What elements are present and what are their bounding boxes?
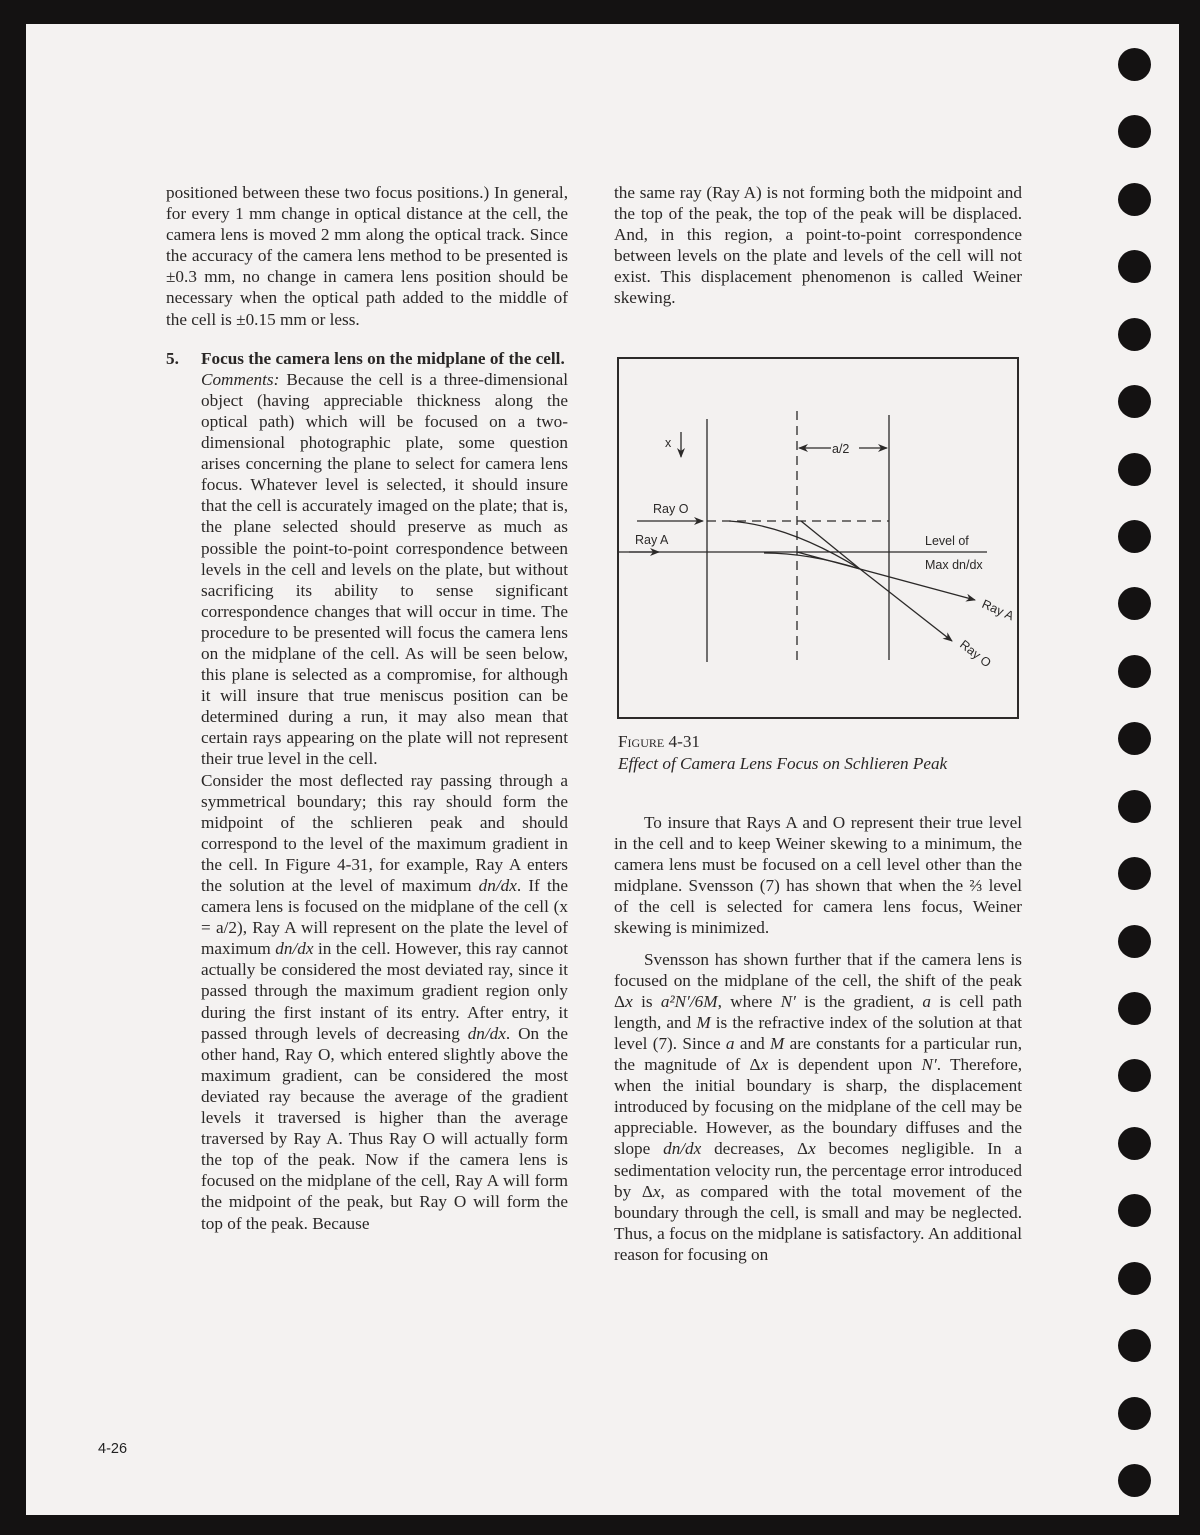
comments-label: Comments: [201,369,280,389]
x-axis-label: x [665,436,672,450]
punch-hole-icon [1118,115,1151,148]
page-number: 4-26 [98,1441,128,1457]
punch-hole-icon [1118,587,1151,620]
punch-hole-icon [1118,925,1151,958]
schlieren-ray-diagram [619,359,1021,721]
figure-label: Figure 4-31 [618,732,701,751]
punch-hole-icon [1118,1329,1151,1362]
figure-diagram [617,357,1019,719]
punch-hole-icon [1118,857,1151,890]
punch-hole-icon [1118,722,1151,755]
level-label-line1: Level of [925,534,969,548]
step-heading [166,348,568,369]
right-column-lower [614,812,1022,1265]
paragraph: positioned between these two focus positions.) In general, for every 1 mm change in optical distance at the cell, the camera lens is moved 2 mm along the optical track. Since the accuracy of the camera lens method to be presented is ±0.3 mm, no change in camera lens position should be necessary when the optical path added to the middle of the cell is ±0.15 mm or less. [166,183,568,329]
step-title: Focus the camera lens on the midplane of the cell. [201,348,565,368]
step-body [166,369,568,1234]
punch-hole-icon [1118,1059,1151,1092]
punch-hole-icon [1118,520,1151,553]
paragraph: the same ray (Ray A) is not forming both the midpoint and the top of the peak, the top of the peak will be displaced. And, in this region, a point-to-point correspondence between levels on the plate and levels of the cell will not exist. This displacement phenomenon is called Weiner skewing. [614,183,1022,308]
punch-hole-icon [1118,385,1151,418]
punch-hole-icon [1118,655,1151,688]
paragraph: Svensson has shown further that if the camera lens is focused on the midplane of the cell, the shift of the peak Δx is a²N′/6M, where N′ is the gradient, a is cell path length, and M is the refractive index of the solution at that level (7). Since a and M are constants for a particular run, the magnitude of Δx is dependent upon N′. Therefore, when the initial boundary is sharp, the displacement introduced by focusing on the midplane of the cell may be appreciable. However, as the boundary diffuses and the slope dn/dx decreases, Δx becomes negligible. In a sedimentation velocity run, the percentage error introduced by Δx, as compared with the total movement of the boundary through the cell, is small and may be neglected. Thus, a focus on the midplane is satisfactory. An additional reason for focusing on [614,949,1023,1264]
document-page [26,24,1179,1515]
paragraph: Consider the most deflected ray passing through a symmetrical boundary; this ray should form the midpoint of the schlieren peak and should correspond to the level of the maximum gradient in the cell. In Figure 4-31, for example, Ray A enters the solution at the level of maximum dn/dx. If the camera lens is focused on the midplane of the cell (x = a/2), Ray A will represent on the plate the level of maximum dn/dx in the cell. However, this ray cannot actually be considered the most deviated ray, since it passed through the maximum gradient region only during the first instant of its entry. After entry, it passed through levels of decreasing dn/dx. On the other hand, Ray O, which entered slightly above the maximum gradient, can be considered the most deviated ray because the average of the gradient levels it traversed is higher than the average traversed by Ray A. Thus Ray O will actually form the top of the peak. Now if the camera lens is focused on the midplane of the cell, Ray A will form the midpoint of the peak, but Ray O will form the top of the peak. Because [201,770,569,1233]
figure-title: Effect of Camera Lens Focus on Schlieren Peak [618,754,948,773]
right-column [614,182,1022,309]
ray-o-output-label: Ray O [957,637,994,671]
ray-a-input-label: Ray A [635,533,669,547]
level-label-line2: Max dn/dx [925,558,983,572]
punch-hole-icon [1118,318,1151,351]
left-column [166,182,568,1234]
punch-hole-icon [1118,1194,1151,1227]
punch-hole-icon [1118,250,1151,283]
punch-hole-icon [1118,1127,1151,1160]
step-number: 5. [166,348,179,368]
punch-hole-icon [1118,1262,1151,1295]
punch-hole-icon [1118,183,1151,216]
punch-hole-icon [1118,1397,1151,1430]
comments-paragraph: Comments: Because the cell is a three-dimensional object (having appreciable thickness along the optical path) which will be focused on a two-dimensional photographic plate, some question arises concerning the plane to select for camera lens focus. Whatever level is selected, it should insure that the cell is accurately imaged on the plate; that is, the plane selected should preserve as much as possible the point-to-point correspondence between levels in the cell and levels on the plate, but without sacrificing its ability to sense significant correspondence changes that will occur in time. The procedure to be presented will focus the camera lens on the midplane of the cell. As will be seen below, this plane is selected as a compromise, for although it will insure that true meniscus position can be determined during a run, it may also mean that certain rays appearing on the plate will not represent their true level in the cell. [201,369,568,769]
punch-hole-icon [1118,453,1151,486]
punch-hole-icon [1118,992,1151,1025]
punch-hole-icon [1118,790,1151,823]
punch-hole-icon [1118,1464,1151,1497]
punch-hole-icon [1118,48,1151,81]
paragraph: To insure that Rays A and O represent their true level in the cell and to keep Weiner skewing to a minimum, the camera lens must be focused on a cell level other than the midplane. Svensson (7) has shown that when the ⅔ level of the cell is selected for camera lens focus, Weiner skewing is minimized. [614,813,1022,938]
ray-o-input-label: Ray O [653,502,689,516]
a-half-label: a/2 [832,442,850,456]
figure-caption [618,731,1038,775]
ray-a-output-label: Ray A [979,596,1016,624]
